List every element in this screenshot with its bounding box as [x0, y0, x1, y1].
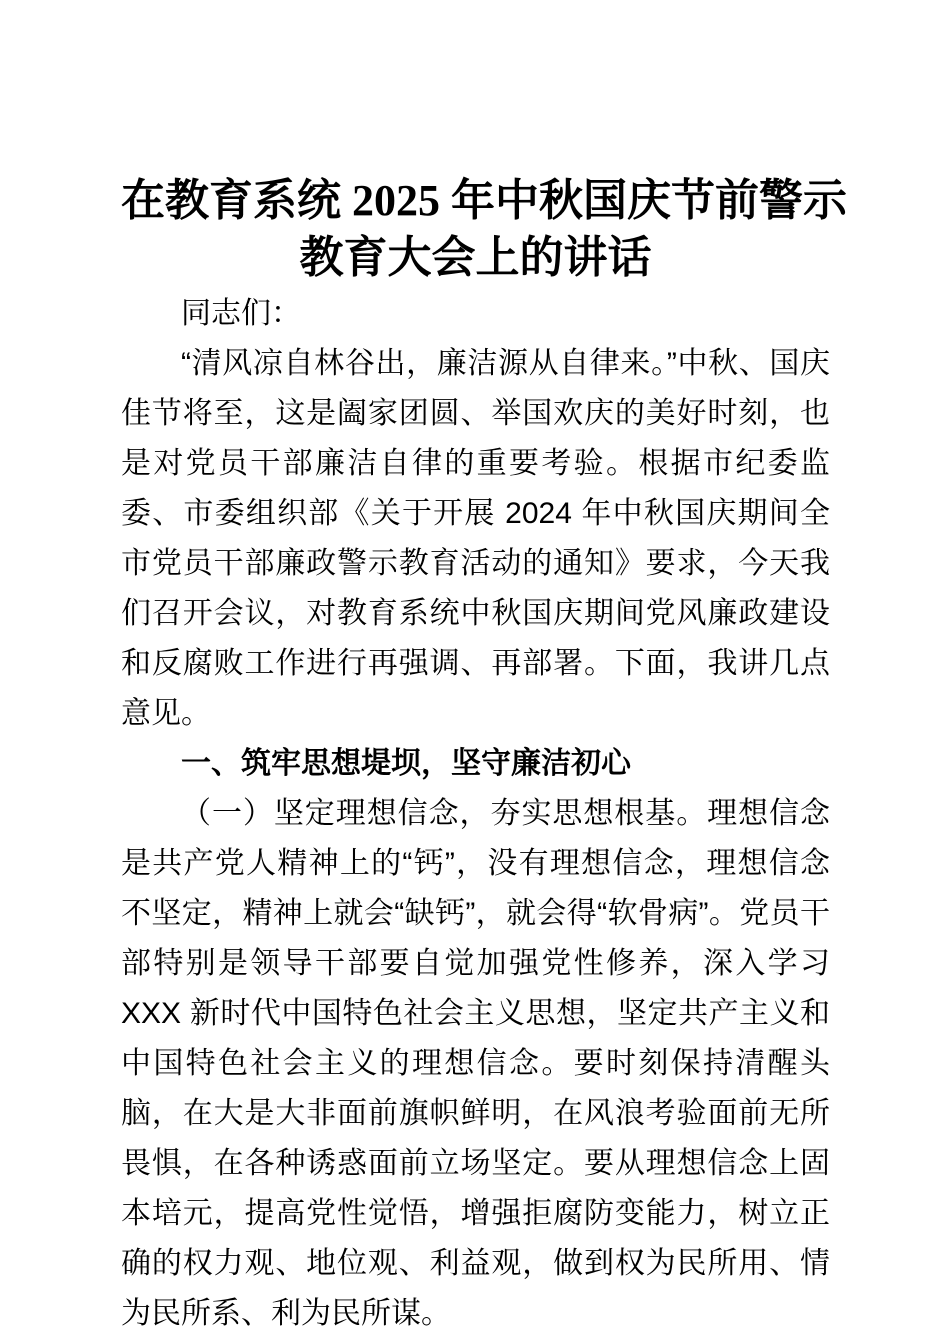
section-1-heading: 一、筑牢思想堤坝，坚守廉洁初心: [181, 747, 631, 780]
document-title: [121, 172, 847, 286]
paragraph-opening: “清风凉自林谷出，廉洁源从自律来。”中秋、国庆佳节将至，这是阖家团圆、举国欢庆的美好时刻，也是对党员干部廉洁自律的重要考验。根据市纪委监委、市委组织部《关于开展 2024 年中秋国庆期间全市党员干部廉政警示教育活动的通知》要求，今天我们召开会议，对教育系统中秋国庆期间党风廉政建设和反腐败工作进行再强调、再部署。下面，我讲几点意见。: [121, 347, 830, 730]
paragraph-section-1-1: （一）坚定理想信念，夯实思想根基。理想信念是共产党人精神上的“钙”，没有理想信念，理想信念不坚定，精神上就会“缺钙”，就会得“软骨病”。党员干部特别是领导干部要自觉加强党性修养，深入学习 XXX 新时代中国特色社会主义思想，坚定共产主义和中国特色社会主义的理想信念。要时刻保持清醒头脑，在大是大非面前旗帜鲜明，在风浪考验面前无所畏惧，在各种诱惑面前立场坚定。要从理想信念上固本培元，提高党性觉悟，增强拒腐防变能力，树立正确的权力观、地位观、利益观，做到权为民所用、情为民所系、利为民所谋。: [121, 797, 830, 1330]
document-title-line-2: 教育大会上的讲话: [299, 233, 652, 282]
paragraph-salutation: 同志们：: [181, 297, 301, 330]
document-title-line-1: 在教育系统 2025 年中秋国庆节前警示: [121, 176, 847, 225]
